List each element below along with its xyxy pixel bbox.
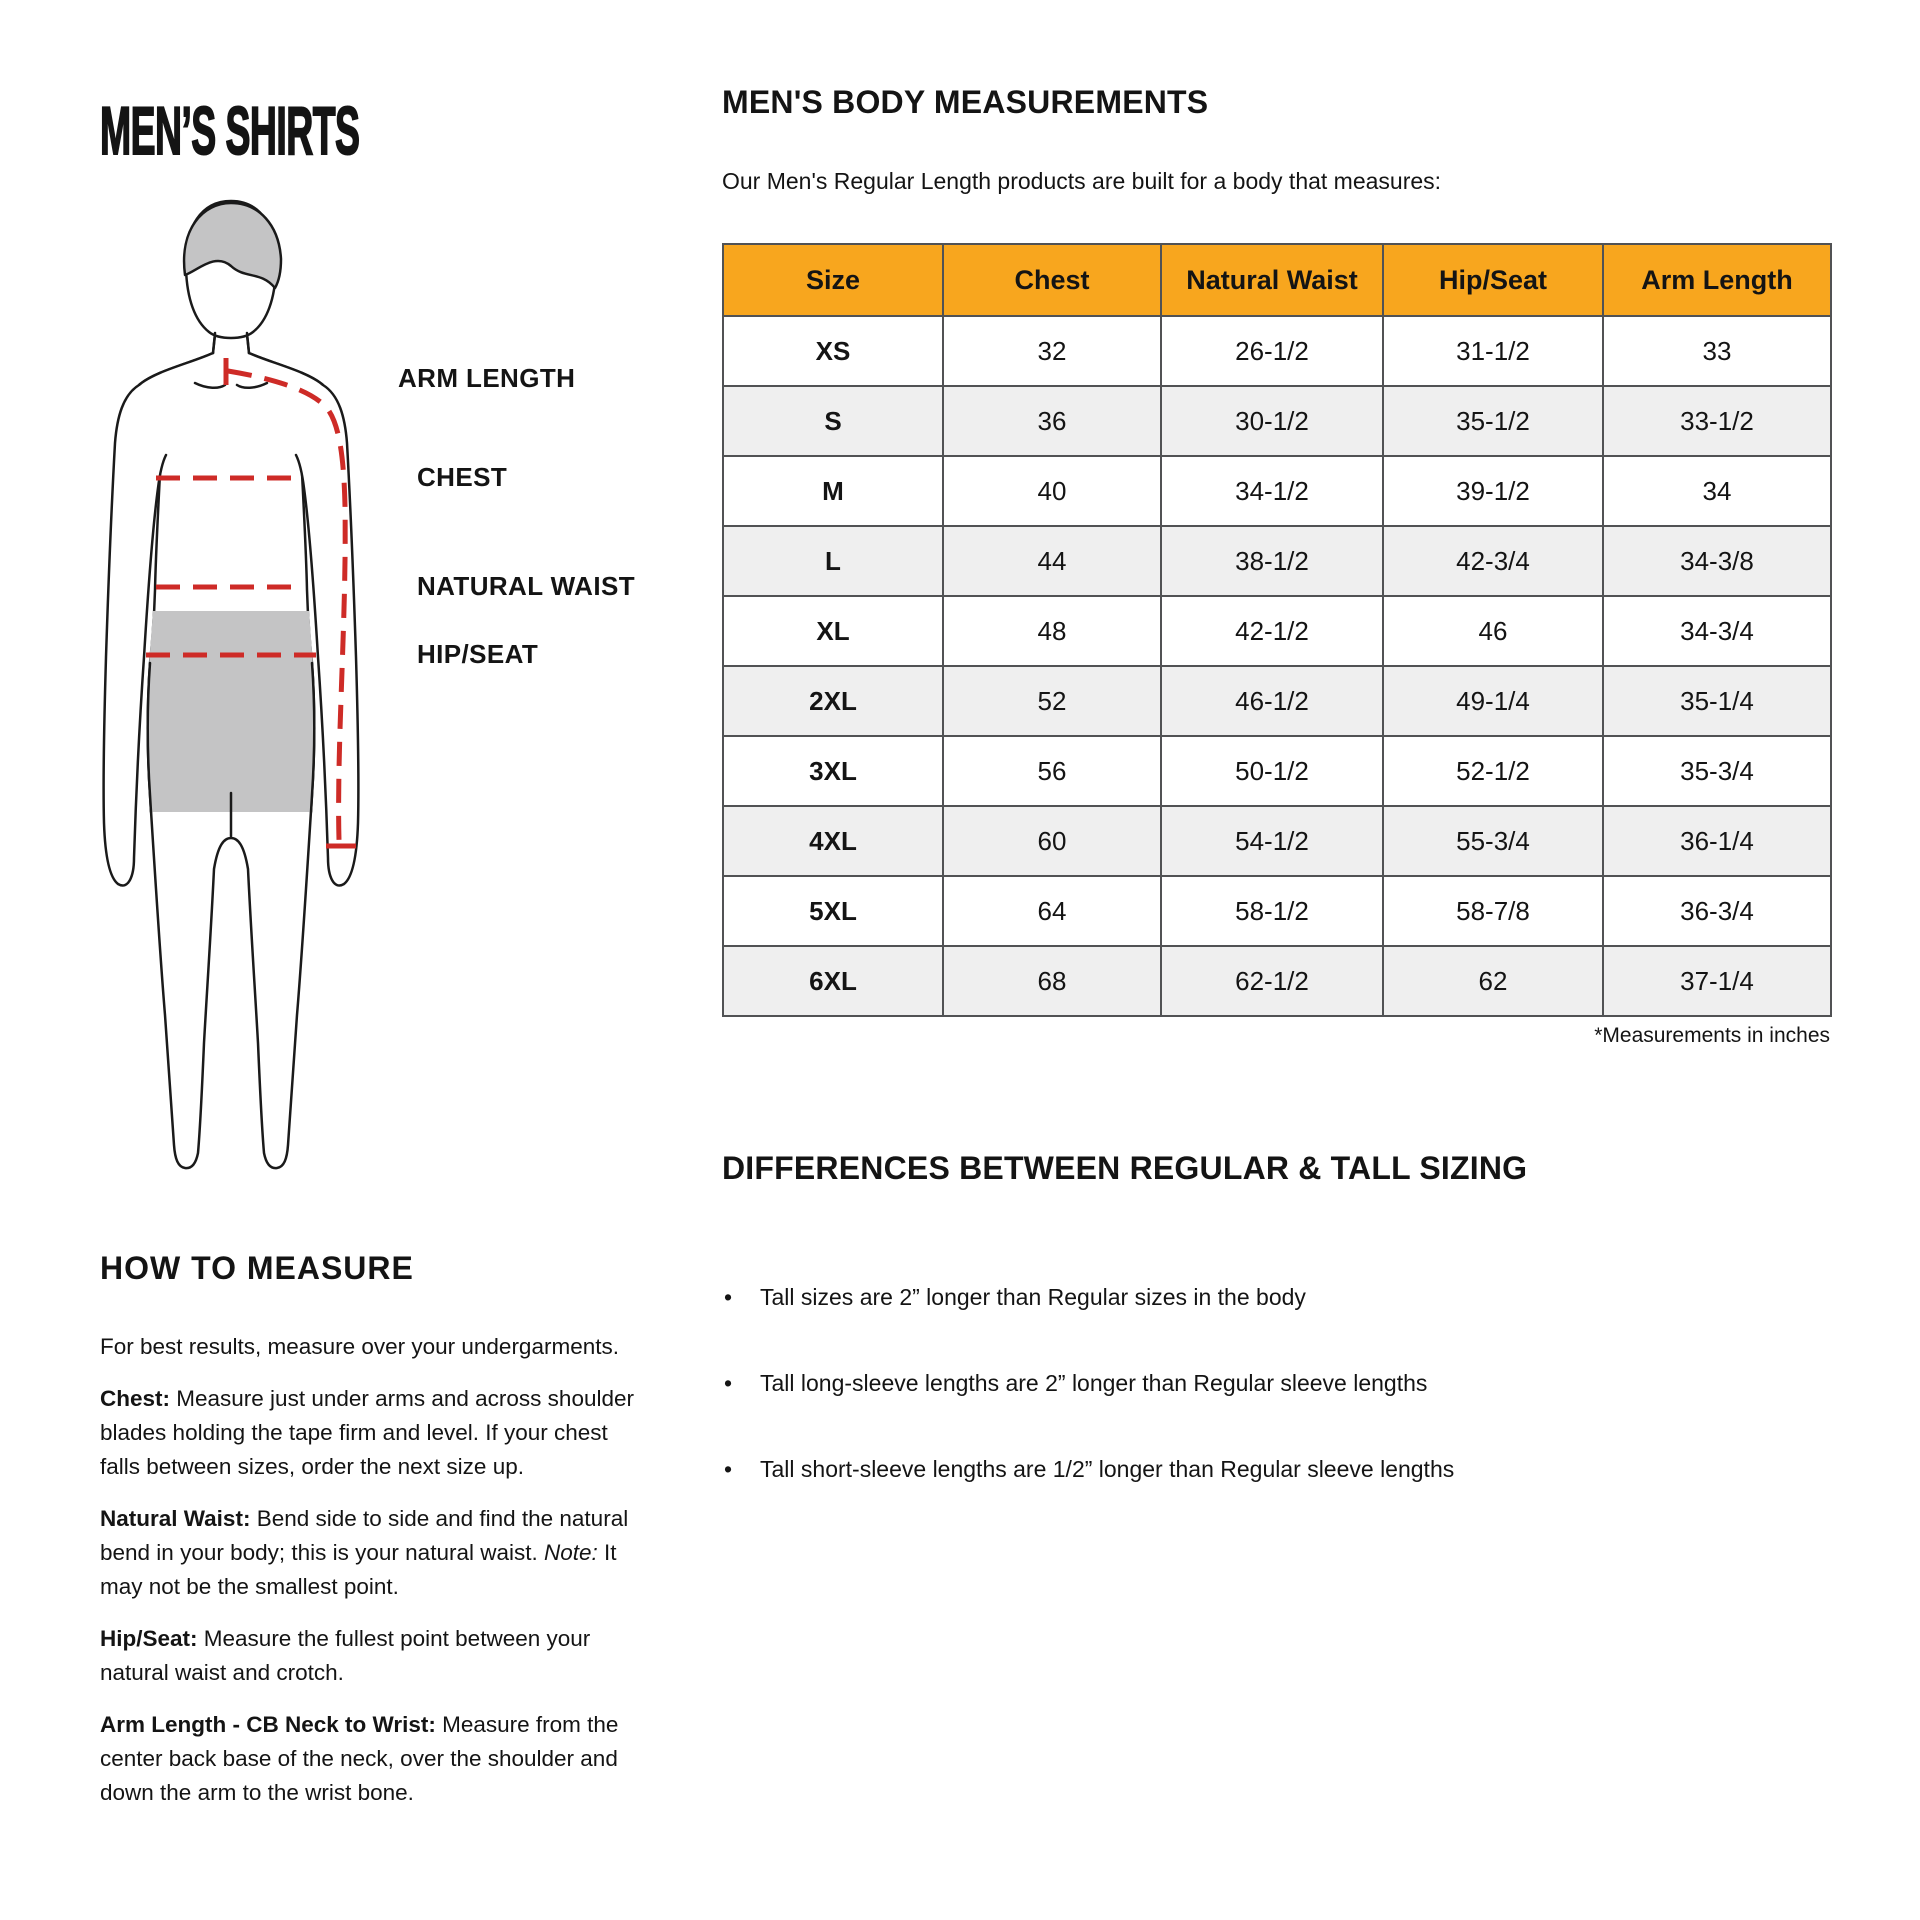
bullet-dot: • [724, 1284, 733, 1310]
table-row [723, 736, 1831, 806]
paragraph-segment: Measure from the center back base of the neck, over the shoulder and down the arm to the wrist bone. [100, 1712, 619, 1805]
value-cell: 68 [943, 946, 1161, 1016]
bullet-text: Tall short-sleeve lengths are 1/2” longer than Regular sleeve lengths [760, 1456, 1455, 1482]
paragraph-segment: Hip/Seat: [100, 1626, 204, 1651]
paragraph-segment: Measure the fullest point between your natural waist and crotch. [100, 1626, 591, 1685]
column-header-arm-length: Arm Length [1603, 244, 1831, 316]
size-cell: XS [723, 316, 943, 386]
size-cell: 3XL [723, 736, 943, 806]
paragraph-segment: Bend side to side and find the natural bend in your body; this is your natural waist. [100, 1506, 629, 1565]
table-row [723, 666, 1831, 736]
value-cell: 42-3/4 [1383, 526, 1603, 596]
measurements-subtitle: Our Men's Regular Length products are built for a body that measures: [722, 168, 1442, 194]
paragraph-segment: Measure just under arms and across shoulder blades holding the tape firm and level. If your chest falls between sizes, order the next size up. [100, 1386, 634, 1479]
size-cell: 5XL [723, 876, 943, 946]
figure-label-chest: CHEST [417, 462, 508, 492]
value-cell: 35-1/2 [1383, 386, 1603, 456]
value-cell: 52-1/2 [1383, 736, 1603, 806]
how-to-measure-paragraphs [100, 1330, 648, 1828]
table-row [723, 596, 1831, 666]
figure-label-hip-seat: HIP/SEAT [417, 639, 539, 669]
value-cell: 36-3/4 [1603, 876, 1831, 946]
value-cell: 56 [943, 736, 1161, 806]
value-cell: 35-3/4 [1603, 736, 1831, 806]
measure-paragraph [100, 1502, 648, 1604]
value-cell: 38-1/2 [1161, 526, 1383, 596]
table-row [723, 386, 1831, 456]
value-cell: 30-1/2 [1161, 386, 1383, 456]
value-cell: 34 [1603, 456, 1831, 526]
size-table-wrap [722, 243, 1830, 1017]
how-to-measure-heading: HOW TO MEASURE [100, 1250, 414, 1286]
value-cell: 54-1/2 [1161, 806, 1383, 876]
size-cell: S [723, 386, 943, 456]
value-cell: 35-1/4 [1603, 666, 1831, 736]
value-cell: 32 [943, 316, 1161, 386]
body-figure-illustration [95, 195, 525, 1180]
paragraph-segment: Chest: [100, 1386, 177, 1411]
paragraph-segment: Arm Length - CB Neck to Wrist: [100, 1712, 443, 1737]
value-cell: 48 [943, 596, 1161, 666]
value-cell: 33-1/2 [1603, 386, 1831, 456]
bullet-text: Tall long-sleeve lengths are 2” longer than Regular sleeve lengths [760, 1370, 1428, 1396]
value-cell: 31-1/2 [1383, 316, 1603, 386]
value-cell: 58-1/2 [1161, 876, 1383, 946]
value-cell: 46-1/2 [1161, 666, 1383, 736]
size-cell: XL [723, 596, 943, 666]
column-header-hip-seat: Hip/Seat [1383, 244, 1603, 316]
value-cell: 62 [1383, 946, 1603, 1016]
value-cell: 40 [943, 456, 1161, 526]
measure-paragraph [100, 1708, 648, 1810]
value-cell: 62-1/2 [1161, 946, 1383, 1016]
bullet-item [724, 1282, 1454, 1312]
page-title: MEN’S SHIRTS [100, 93, 360, 169]
figure-label-natural-waist: NATURAL WAIST [417, 571, 635, 601]
value-cell: 58-7/8 [1383, 876, 1603, 946]
value-cell: 60 [943, 806, 1161, 876]
value-cell: 52 [943, 666, 1161, 736]
value-cell: 34-3/4 [1603, 596, 1831, 666]
paragraph-segment: For best results, measure over your undergarments. [100, 1334, 619, 1359]
size-table-body [723, 316, 1831, 1016]
measure-paragraph [100, 1622, 648, 1690]
table-row [723, 526, 1831, 596]
table-row [723, 946, 1831, 1016]
bullet-dot: • [724, 1456, 733, 1482]
value-cell: 33 [1603, 316, 1831, 386]
value-cell: 46 [1383, 596, 1603, 666]
value-cell: 37-1/4 [1603, 946, 1831, 1016]
table-row [723, 456, 1831, 526]
size-table [722, 243, 1832, 1017]
table-row [723, 806, 1831, 876]
differences-heading: DIFFERENCES BETWEEN REGULAR & TALL SIZING [722, 1150, 1528, 1186]
size-cell: 4XL [723, 806, 943, 876]
size-cell: 2XL [723, 666, 943, 736]
measurements-footnote: *Measurements in inches [1594, 1024, 1830, 1047]
bullet-item [724, 1368, 1454, 1398]
size-cell: M [723, 456, 943, 526]
value-cell: 34-1/2 [1161, 456, 1383, 526]
value-cell: 26-1/2 [1161, 316, 1383, 386]
measure-paragraph [100, 1330, 648, 1364]
shorts-shape [147, 611, 315, 812]
value-cell: 55-3/4 [1383, 806, 1603, 876]
value-cell: 50-1/2 [1161, 736, 1383, 806]
bullet-dot: • [724, 1370, 733, 1396]
value-cell: 42-1/2 [1161, 596, 1383, 666]
table-row [723, 316, 1831, 386]
size-table-head-row [723, 244, 1831, 316]
value-cell: 36-1/4 [1603, 806, 1831, 876]
measure-paragraph [100, 1382, 648, 1484]
paragraph-segment: Natural Waist: [100, 1506, 257, 1531]
paragraph-segment: It may not be the smallest point. [100, 1540, 617, 1599]
bullet-text: Tall sizes are 2” longer than Regular sizes in the body [760, 1284, 1306, 1310]
measurements-heading: MEN'S BODY MEASUREMENTS [722, 84, 1209, 120]
figure-label-arm-length: ARM LENGTH [398, 363, 576, 393]
value-cell: 49-1/4 [1383, 666, 1603, 736]
bullet-item [724, 1454, 1454, 1484]
table-row [723, 876, 1831, 946]
size-cell: 6XL [723, 946, 943, 1016]
value-cell: 36 [943, 386, 1161, 456]
column-header-chest: Chest [943, 244, 1161, 316]
column-header-size: Size [723, 244, 943, 316]
value-cell: 44 [943, 526, 1161, 596]
paragraph-segment: Note: [543, 1540, 598, 1565]
body-figure [95, 195, 795, 1185]
value-cell: 64 [943, 876, 1161, 946]
size-cell: L [723, 526, 943, 596]
column-header-natural-waist: Natural Waist [1161, 244, 1383, 316]
value-cell: 39-1/2 [1383, 456, 1603, 526]
tall-sizing-bullets [724, 1282, 1454, 1540]
value-cell: 34-3/8 [1603, 526, 1831, 596]
